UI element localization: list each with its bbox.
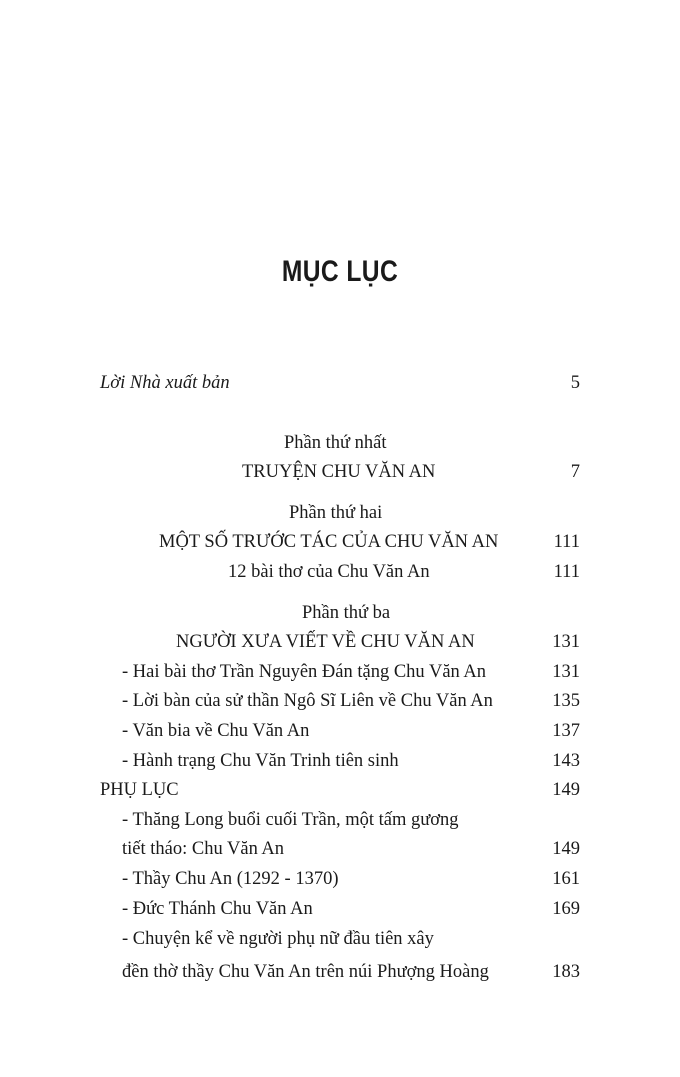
toc-entry: - Lời bàn của sử thần Ngô Sĩ Liên về Chu Văn An [122, 691, 493, 711]
page-number: 111 [553, 532, 580, 552]
part-heading-3: Phần thứ ba [302, 603, 391, 623]
toc-entry: - Thầy Chu An (1292 - 1370) [122, 869, 339, 889]
toc-entry: - Chuyện kể về người phụ nữ đầu tiên xây [122, 929, 434, 949]
page-number: 183 [552, 962, 580, 982]
toc-entry: - Thăng Long buổi cuối Trần, một tấm gương [122, 810, 459, 830]
page-number: 135 [552, 691, 580, 711]
page-number: 169 [552, 899, 580, 919]
toc-entry-continued: đền thờ thầy Chu Văn An trên núi Phượng Hoàng [122, 962, 489, 982]
toc-entry-intro: Lời Nhà xuất bản [100, 373, 230, 393]
toc-entry-continued: tiết tháo: Chu Văn An [122, 839, 285, 859]
appendix-title: PHỤ LỤC [100, 780, 179, 800]
toc-entry: - Đức Thánh Chu Văn An [122, 899, 313, 919]
part-title-2: MỘT SỐ TRƯỚC TÁC CỦA CHU VĂN AN [159, 532, 499, 552]
toc-entry: - Văn bia về Chu Văn An [122, 721, 310, 741]
page-number: 5 [570, 373, 580, 393]
part-heading-2: Phần thứ hai [289, 503, 383, 523]
toc-title: MỤC LỤC [281, 255, 399, 288]
page-number: 149 [552, 780, 580, 800]
part-title-1: TRUYỆN CHU VĂN AN [242, 462, 436, 482]
toc-entry: - Hành trạng Chu Văn Trinh tiên sinh [122, 751, 399, 771]
part-heading-1: Phần thứ nhất [284, 433, 387, 453]
page-number: 161 [552, 869, 580, 889]
page-number: 143 [552, 751, 580, 771]
part-title-3: NGƯỜI XƯA VIẾT VỀ CHU VĂN AN [176, 632, 475, 652]
toc-entry: - Hai bài thơ Trần Nguyên Đán tặng Chu Văn An [122, 662, 486, 682]
page-number: 149 [552, 839, 580, 859]
page-number: 7 [570, 462, 580, 482]
toc-entry: 12 bài thơ của Chu Văn An [228, 562, 430, 582]
page-number: 111 [553, 562, 580, 582]
page-number: 137 [552, 721, 580, 741]
page-number: 131 [552, 632, 580, 652]
page-number: 131 [552, 662, 580, 682]
